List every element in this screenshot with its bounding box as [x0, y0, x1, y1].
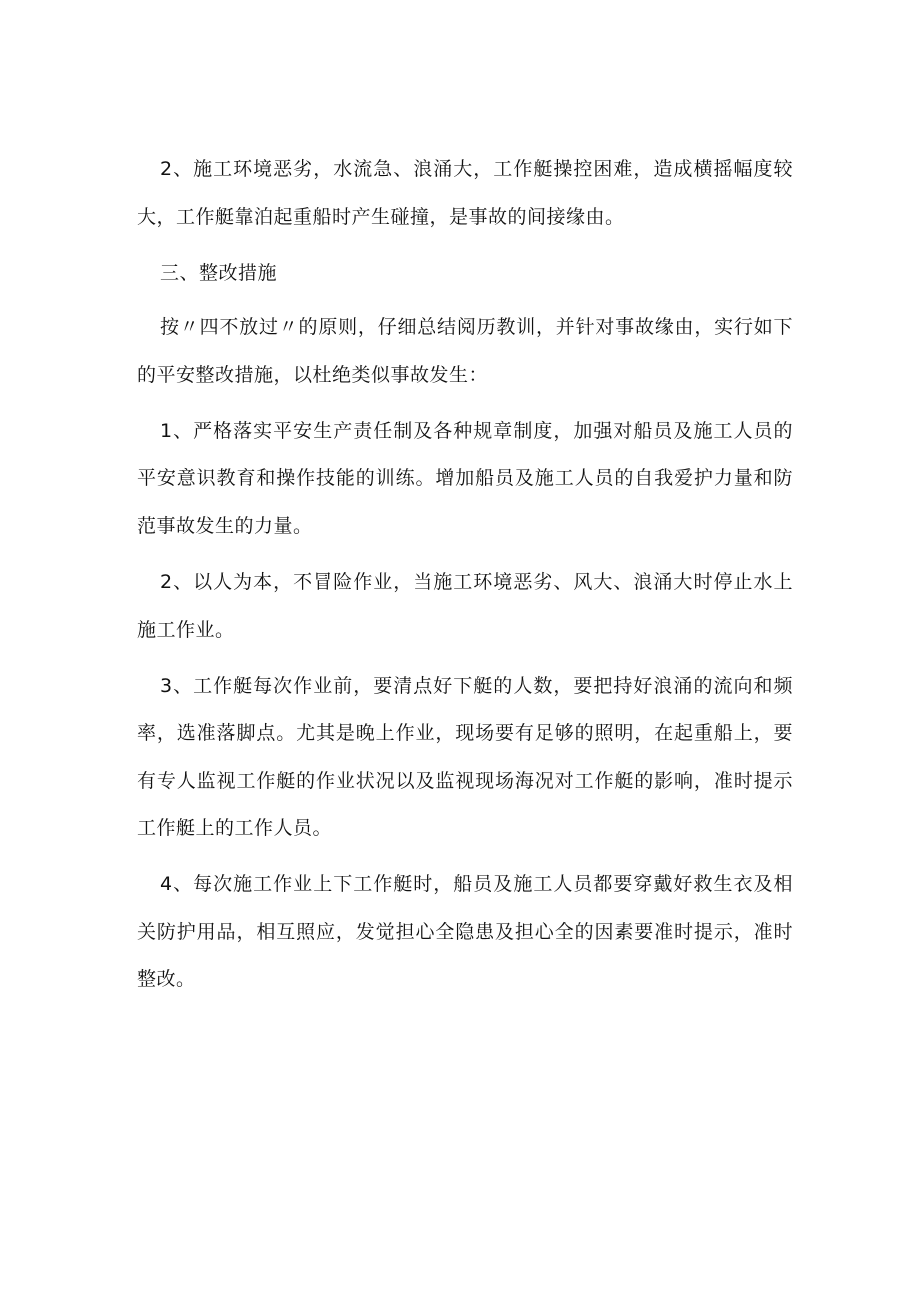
cause-paragraph: 2、施工环境恶劣，水流急、浪涌大，工作艇操控困难，造成横摇幅度较大，工作艇靠泊起重船时产生碰撞，是事故的间接缘由。 — [137, 158, 793, 228]
measure-item-2: 2、以人为本，不冒险作业，当施工环境恶劣、风大、浪涌大时停止水上施工作业。 — [137, 570, 793, 641]
measure-item-1: 1、严格落实平安生产责任制及各种规章制度，加强对船员及施工人员的平安意识教育和操作技能的训练。增加船员及施工人员的自我爱护力量和防范事故发生的力量。 — [137, 419, 793, 537]
section-heading: 三、整改措施 — [160, 261, 278, 284]
measure-item-3: 3、工作艇每次作业前，要清点好下艇的人数，要把持好浪涌的流向和频率，选准落脚点。尤其是晚上作业，现场要有足够的照明，在起重船上，要有专人监视工作艇的作业状况以及监视现场海况对工作艇的影响，准时提示工作艇上的工作人员。 — [137, 674, 793, 840]
measures-intro: 按〃四不放过〃的原则，仔细总结阅历教训，并针对事故缘由，实行如下的平安整改措施，以杜绝类似事故发生： — [137, 316, 793, 386]
document-body — [137, 146, 793, 1012]
measure-item-4: 4、每次施工作业上下工作艇时，船员及施工人员都要穿戴好救生衣及相关防护用品，相互照应，发觉担心全隐患及担心全的因素要准时提示，准时整改。 — [137, 873, 793, 991]
